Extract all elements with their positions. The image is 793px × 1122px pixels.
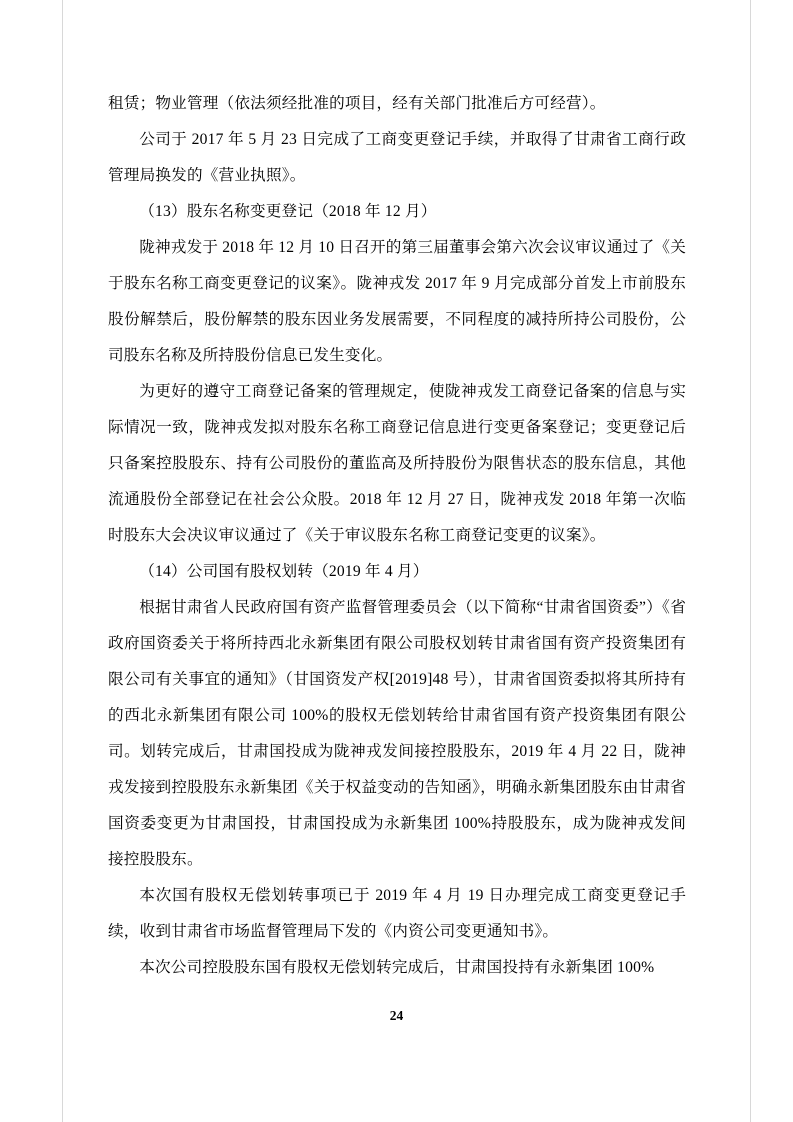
paragraph: 为更好的遵守工商登记备案的管理规定，使陇神戎发工商登记备案的信息与实际情况一致，陇神戎发拟对股东名称工商登记信息进行变更备案登记；变更登记后只备案控股股东、持有公司股份的董监高及所持股份为限售状态的股东信息，其他流通股份全部登记在社会公众股。2018 年 12 月 27 日，陇神戎发 2018 年第一次临时股东大会决议审议通过了《关于审议股东名称工商登记变更的议案》。: [108, 383, 686, 544]
paragraph: 租赁；物业管理（依法须经批准的项目，经有关部门批准后方可经营）。: [108, 95, 606, 112]
page-right-rule: [750, 0, 751, 1122]
paragraph: 本次公司控股股东国有股权无偿划转完成后，甘肃国投持有永新集团 100%: [139, 959, 655, 976]
page-left-rule: [62, 0, 63, 1122]
section-heading: （14）公司国有股权划转（2019 年 4 月）: [139, 563, 429, 580]
paragraph: 本次国有股权无偿划转事项已于 2019 年 4 月 19 日办理完成工商变更登记手续，收到甘肃省市场监督管理局下发的《内资公司变更通知书》。: [108, 887, 686, 940]
paragraph: 陇神戎发于 2018 年 12 月 10 日召开的第三届董事会第六次会议审议通过了《关于股东名称工商变更登记的议案》。陇神戎发 2017 年 9 月完成部分首发上市前股东股份解禁后，股份解禁的股东因业务发展需要，不同程度的减持所持公司股份，公司股东名称及所持股份信息已发生变化。: [108, 239, 686, 364]
page-number: 24: [389, 1008, 404, 1023]
section-heading: （13）股东名称变更登记（2018 年 12 月）: [139, 203, 437, 220]
paragraph: 根据甘肃省人民政府国有资产监督管理委员会（以下简称“甘肃省国资委”）《省政府国资委关于将所持西北永新集团有限公司股权划转甘肃省国有资产投资集团有限公司有关事宜的通知》（甘国资发产权[2019]48 号），甘肃省国资委拟将其所持有的西北永新集团有限公司 100%的股权无偿划转给甘肃省国有资产投资集团有限公司。划转完成后，甘肃国投成为陇神戎发间接控股股东，2019 年 4 月 22 日，陇神戎发接到控股股东永新集团《关于权益变动的告知函》，明确永新集团股东由甘肃省国资委变更为甘肃国投，甘肃国投成为永新集团 100%持股股东，成为陇神戎发间接控股股东。: [108, 599, 686, 868]
document-body: [108, 86, 686, 986]
paragraph: 公司于 2017 年 5 月 23 日完成了工商变更登记手续，并取得了甘肃省工商行政管理局换发的《营业执照》。: [108, 131, 686, 184]
